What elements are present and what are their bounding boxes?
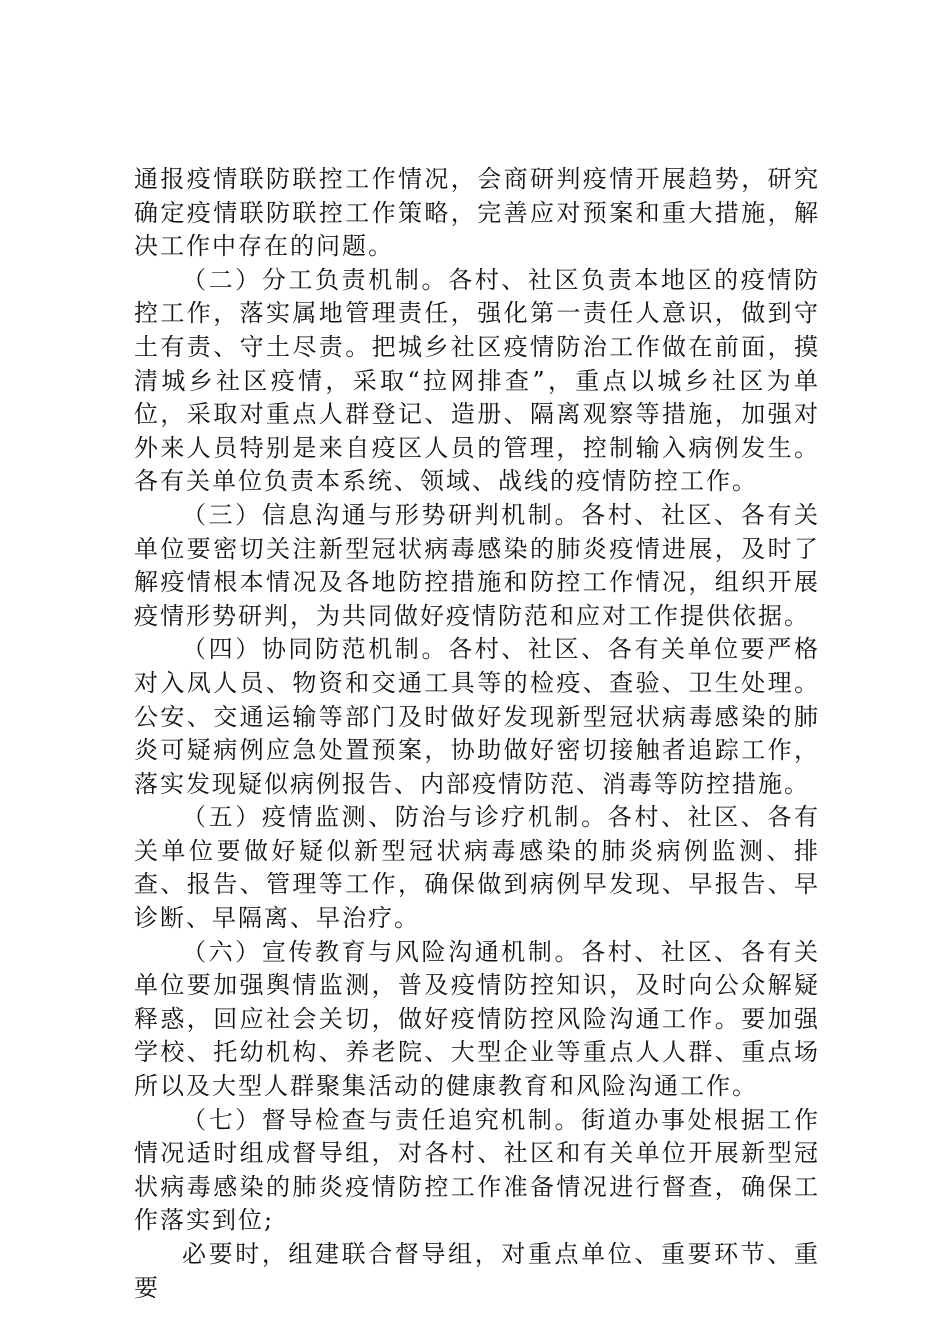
paragraph-continuation: 通报疫情联防联控工作情况，会商研判疫情开展趋势，研究确定疫情联防联控工作策略，完善应对预案和重大措施，解决工作中存在的问题。: [134, 165, 820, 261]
paragraph-division-of-responsibility: （二）分工负责机制。各村、社区负责本地区的疫情防控工作，落实属地管理责任，强化第一责任人意识，做到守土有责、守土尽责。把城乡社区疫情防治工作做在前面，摸清城乡社区疫情，采取“拉网排查”，重点以城乡社区为单位，采取对重点人群登记、造册、隔离观察等措施，加强对外来人员特别是来自疫区人员的管理，控制输入病例发生。各有关单位负责本系统、领域、战线的疫情防控工作。: [134, 265, 820, 496]
paragraph-joint-supervision: 必要时，组建联合督导组，对重点单位、重要环节、重要: [134, 1240, 820, 1302]
document-page: [134, 163, 820, 1305]
paragraph-supervision-inspection: （七）督导检查与责任追究机制。街道办事处根据工作情况适时组成督导组，对各村、社区和有关单位开展新型冠状病毒感染的肺炎疫情防控工作准备情况进行督查，确保工作落实到位;: [134, 1105, 820, 1235]
paragraph-monitoring-treatment: （五）疫情监测、防治与诊疗机制。各村、社区、各有关单位要做好疑似新型冠状病毒感染的肺炎病例监测、排查、报告、管理等工作，确保做到病例早发现、早报告、早诊断、早隔离、早治疗。: [134, 803, 820, 933]
paragraph-publicity-education: （六）宣传教育与风险沟通机制。各村、社区、各有关单位要加强舆情监测，普及疫情防控知识，及时向公众解疑释惑，回应社会关切，做好疫情防控风险沟通工作。要加强学校、托幼机构、养老院、大型企业等重点人人群、重点场所以及大型人群聚集活动的健康教育和风险沟通工作。: [134, 937, 820, 1101]
paragraph-coordinated-prevention: （四）协同防范机制。各村、社区、各有关单位要严格对入凤人员、物资和交通工具等的检疫、查验、卫生处理。公安、交通运输等部门及时做好发现新型冠状病毒感染的肺炎可疑病例应急处置预案，协助做好密切接触者追踪工作，落实发现疑似病例报告、内部疫情防范、消毒等防控措施。: [134, 635, 820, 798]
paragraph-information-communication: （三）信息沟通与形势研判机制。各村、社区、各有关单位要密切关注新型冠状病毒感染的肺炎疫情进展，及时了解疫情根本情况及各地防控措施和防控工作情况，组织开展疫情形势研判，为共同做好疫情防范和应对工作提供依据。: [134, 500, 820, 630]
